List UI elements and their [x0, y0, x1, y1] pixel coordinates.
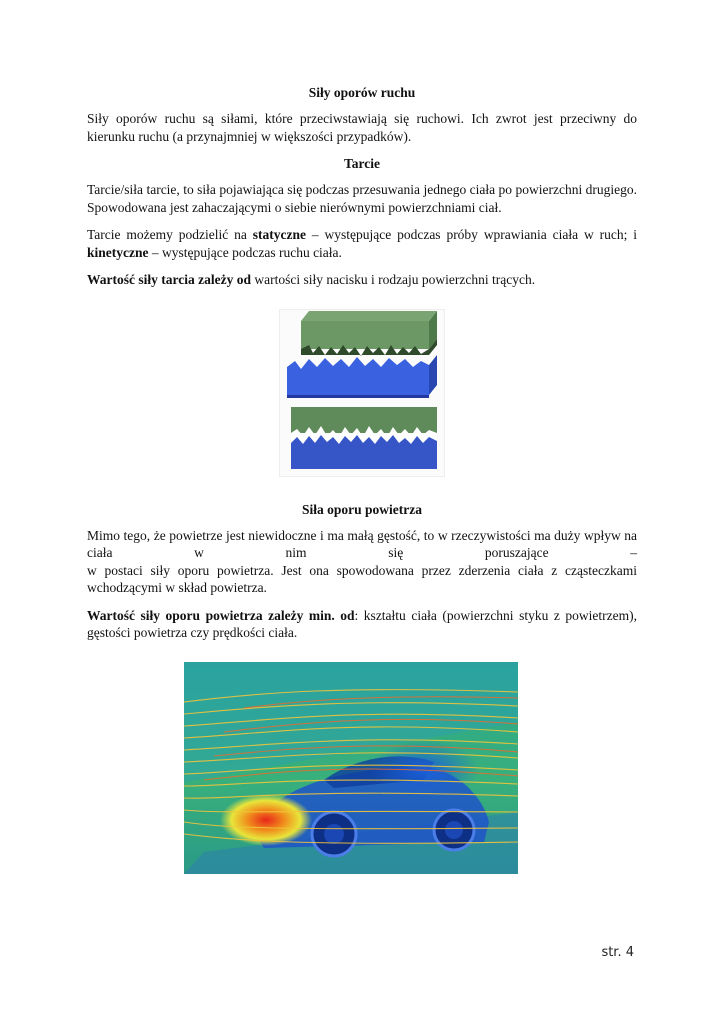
page-number: str. 4 — [601, 945, 634, 960]
term-kinetic: kinetyczne — [87, 244, 149, 260]
paragraph-friction-types — [87, 226, 637, 261]
air-value-lead: Wartość siły oporu powietrza zależy min. od — [87, 607, 355, 623]
paragraph-resistance-intro: Siły oporów ruchu są siłami, które przeciwstawiają się ruchowi. Ich zwrot jest przeciwny do kierunku ruchu (a przynajmniej w większości przypadków). — [87, 111, 637, 144]
text-run: – występujące podczas próby wprawiania ciała w ruch; i — [305, 227, 638, 242]
friction-surfaces-image — [279, 309, 445, 477]
text-run: Tarcie możemy podzielić na — [87, 227, 253, 242]
heading-air-resistance: Siła oporu powietrza — [302, 501, 422, 517]
friction-value-lead: Wartość siły tarcia zależy od — [87, 272, 251, 287]
paragraph-friction-definition: Tarcie/siła tarcie, to siła pojawiająca się podczas przesuwania jednego ciała po powierzchni drugiego. Spowodowana jest zahaczającymi o siebie nierównymi powierzchniami ciał. — [87, 182, 637, 215]
car-airflow-simulation-image — [184, 662, 518, 874]
text-run: : kształtu ciała (powierzchni styku z powietrzem), gęstości powietrza czy prędkości ciała. — [87, 607, 637, 640]
term-static: statyczne — [252, 227, 306, 242]
page-content — [87, 84, 637, 874]
text-run: wartości siły nacisku i rodzaju powierzchni trących. — [250, 272, 536, 287]
paragraph-air-value — [87, 607, 637, 642]
heading-friction: Tarcie — [344, 156, 380, 171]
text-run: – występujące podczas ruchu ciała. — [148, 244, 342, 260]
paragraph-air-intro-line1: Mimo tego, że powietrze jest niewidoczne i ma małą gęstość, to w rzeczywistości ma duży wpływ na ciała w nim się poruszające – — [87, 527, 637, 560]
heading-resistance-forces: Siły oporów ruchu — [308, 85, 416, 100]
paragraph-friction-value — [87, 271, 637, 289]
paragraph-air-intro-line2: w postaci siły oporu powietrza. Jest ona spowodowana przez zderzenia ciała z cząsteczkami wchodzącymi w skład powietrza. — [87, 562, 637, 595]
